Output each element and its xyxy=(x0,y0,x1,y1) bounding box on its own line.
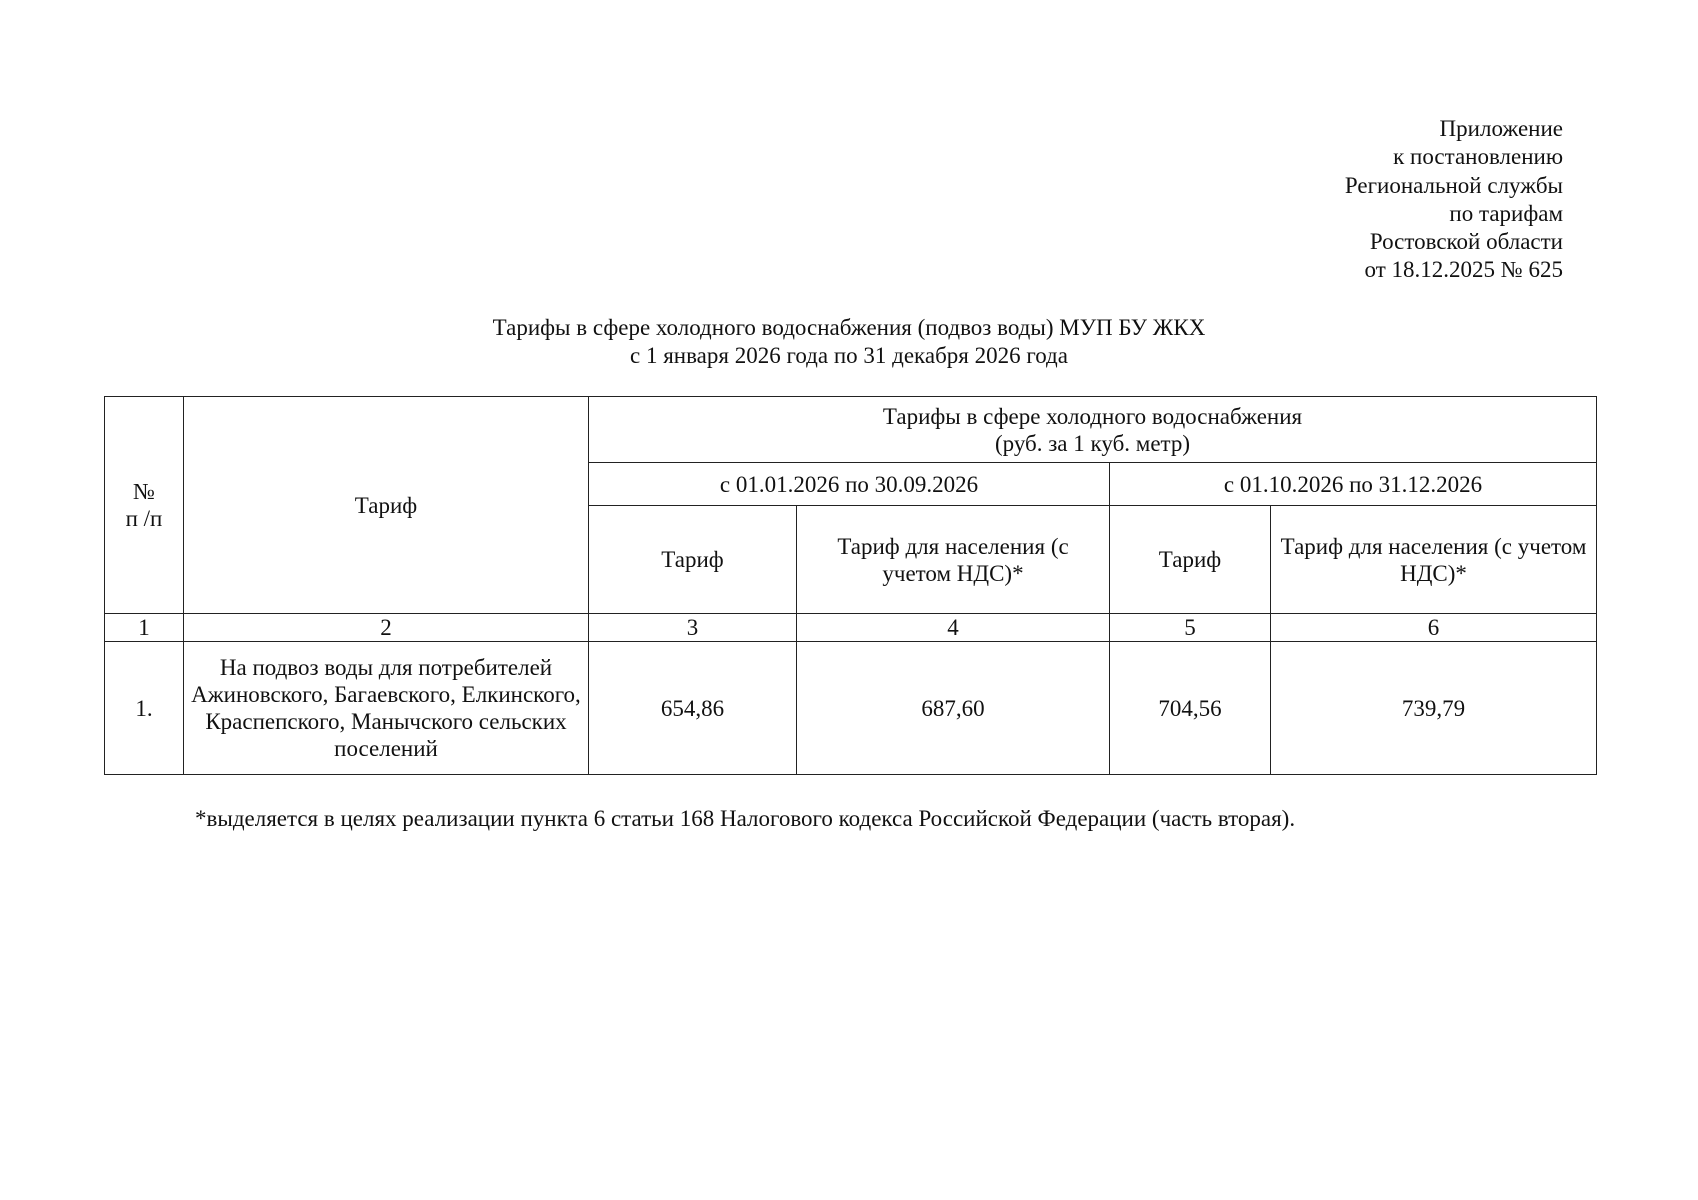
table-row xyxy=(105,642,1597,775)
header-number-symbol: № xyxy=(133,479,155,504)
document-title-line2: с 1 января 2026 года по 31 декабря 2026 года xyxy=(630,343,1068,368)
row-p2-tariff: 704,56 xyxy=(1110,642,1271,775)
tariff-table xyxy=(104,396,1597,775)
document-title-line1: Тарифы в сфере холодного водоснабжения (подвоз воды) МУП БУ ЖКХ xyxy=(492,315,1206,340)
header-tariff-name-cell: Тариф xyxy=(184,397,589,614)
column-number: 6 xyxy=(1271,614,1597,642)
column-number-row xyxy=(105,614,1597,642)
column-number: 5 xyxy=(1110,614,1271,642)
appendix-block xyxy=(1345,115,1563,285)
row-number: 1. xyxy=(105,642,184,775)
row-description: На подвоз воды для потребителей Ажиновского, Багаевского, Елкинского, Краспепского, Манычского сельских поселений xyxy=(184,642,589,775)
row-p1-tariff: 654,86 xyxy=(589,642,797,775)
header-p1-population: Тариф для населения (с учетом НДС)* xyxy=(797,506,1110,614)
header-period-2: с 01.10.2026 по 31.12.2026 xyxy=(1110,463,1597,506)
column-number: 3 xyxy=(589,614,797,642)
appendix-line: Региональной службы xyxy=(1344,172,1563,198)
column-number: 4 xyxy=(797,614,1110,642)
header-group-title: Тарифы в сфере холодного водоснабжения xyxy=(882,403,1303,429)
header-period-1: с 01.01.2026 по 30.09.2026 xyxy=(589,463,1110,506)
row-p2-population: 739,79 xyxy=(1271,642,1597,775)
header-row-group xyxy=(105,397,1597,463)
header-number-cell xyxy=(105,397,184,614)
appendix-line: к постановлению xyxy=(1393,144,1563,170)
document-title xyxy=(0,314,1698,370)
appendix-line: от 18.12.2025 № 625 xyxy=(1364,257,1563,283)
appendix-line: Приложение xyxy=(1439,116,1563,141)
header-p2-population: Тариф для населения (с учетом НДС)* xyxy=(1271,506,1597,614)
header-group-cell xyxy=(589,397,1597,463)
appendix-line: по тарифам xyxy=(1449,200,1563,226)
appendix-line: Ростовской области xyxy=(1369,229,1563,255)
row-p1-population: 687,60 xyxy=(797,642,1110,775)
header-p1-tariff: Тариф xyxy=(589,506,797,614)
header-group-unit: (руб. за 1 куб. метр) xyxy=(994,430,1191,456)
column-number: 1 xyxy=(105,614,184,642)
column-number: 2 xyxy=(184,614,589,642)
footnote: *выделяется в целях реализации пункта 6 статьи 168 Налогового кодекса Российской Федерации (часть вторая). xyxy=(195,806,1296,831)
header-number-abbr: п /п xyxy=(125,506,163,531)
header-p2-tariff: Тариф xyxy=(1110,506,1271,614)
